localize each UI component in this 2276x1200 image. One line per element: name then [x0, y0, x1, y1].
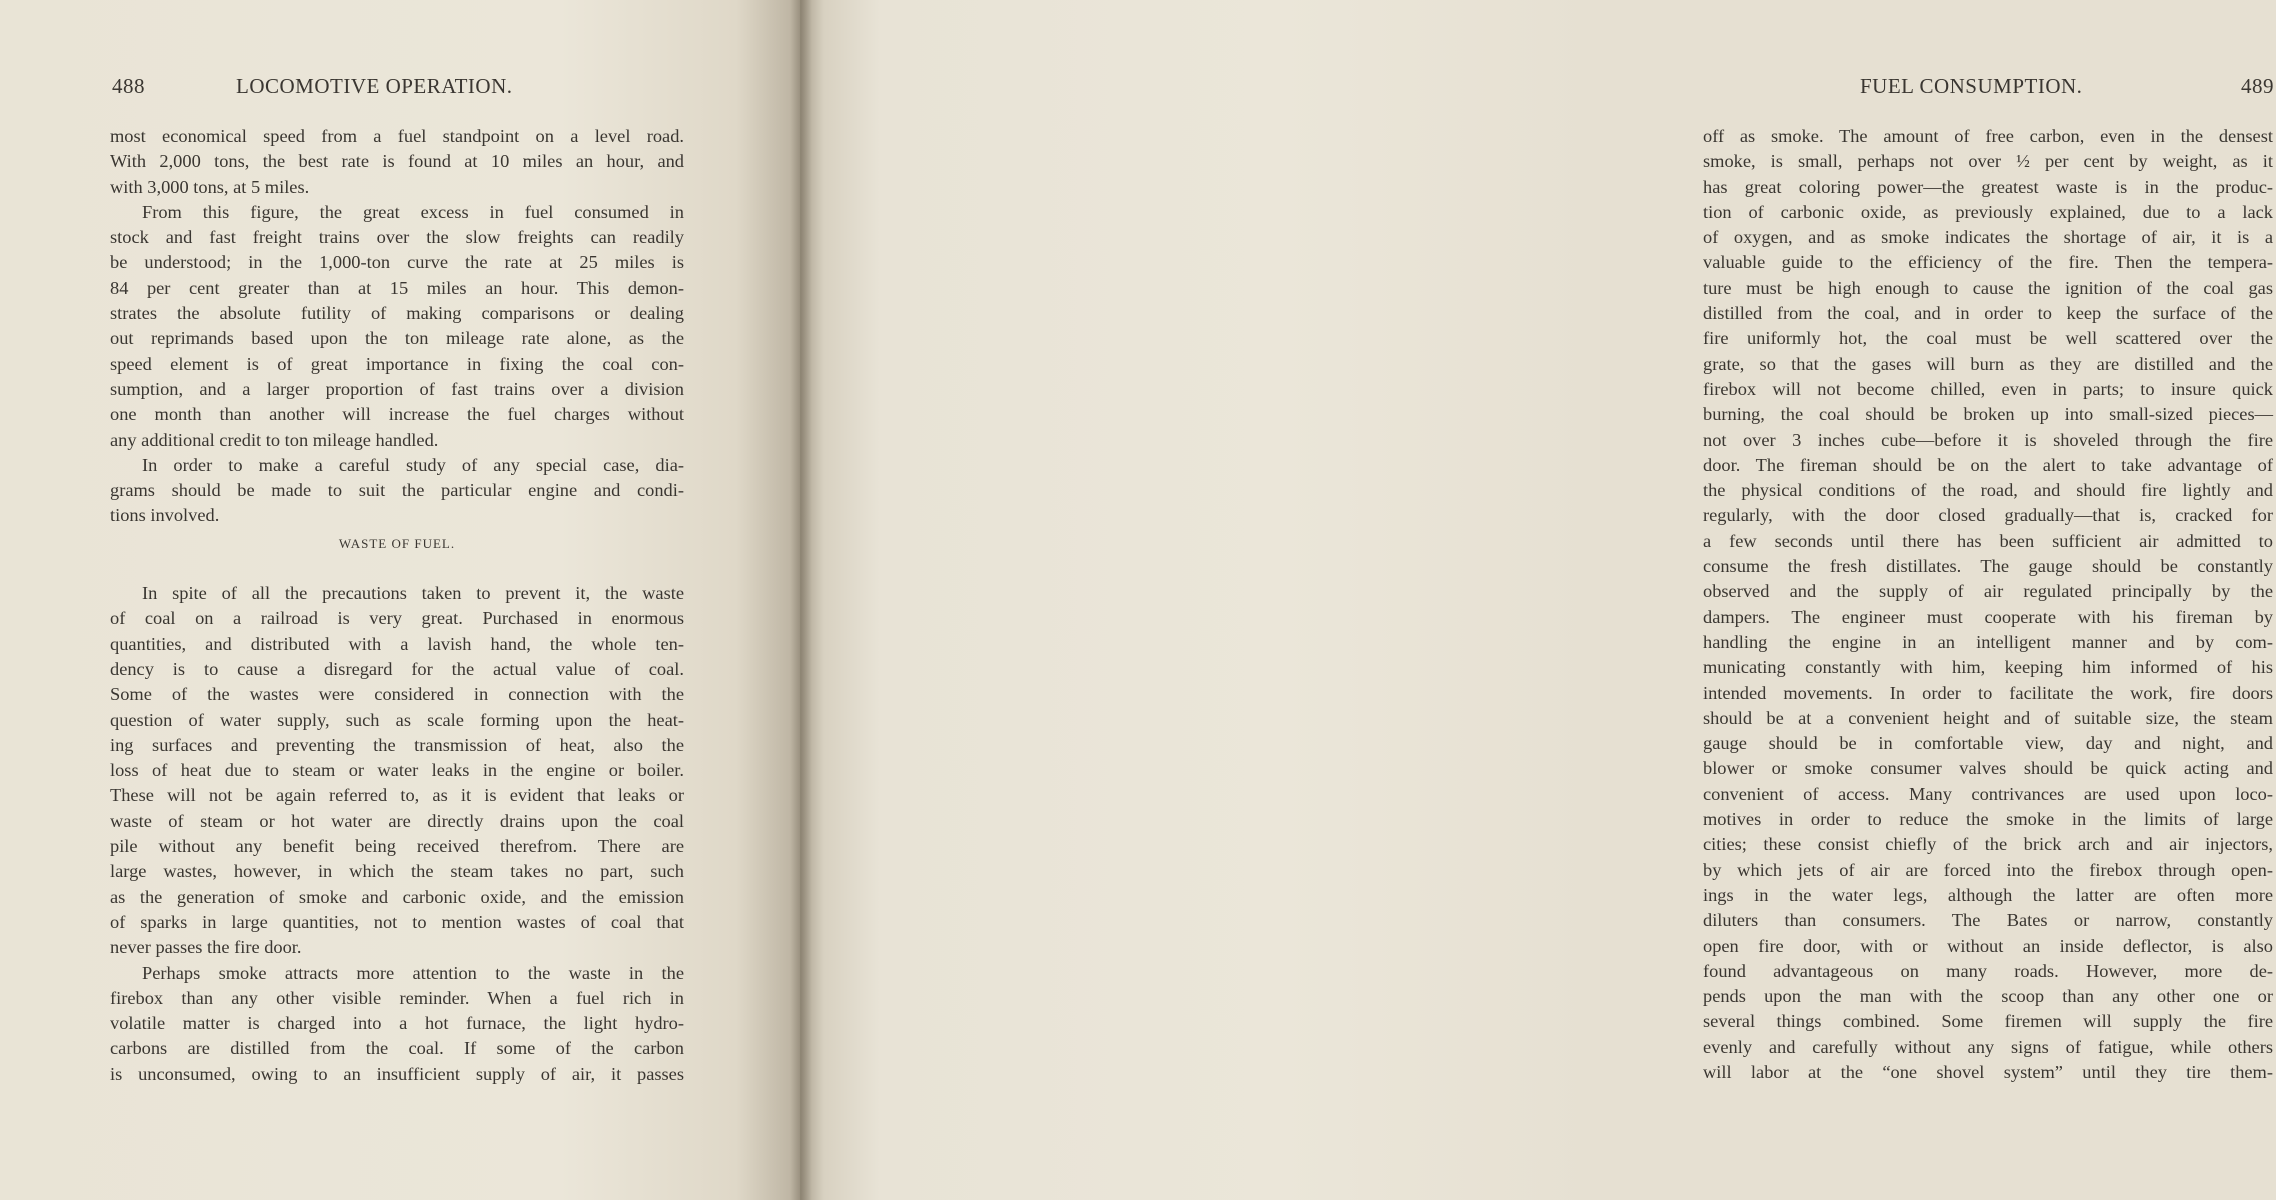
text-line: grate, so that the gases will burn as they are distilled and the: [1703, 353, 2273, 374]
text-line: These will not be again referred to, as it is evident that leaks or: [110, 785, 684, 806]
paragraph: [110, 453, 684, 529]
text-line: With 2,000 tons, the best rate is found at 10 miles an hour, and: [110, 151, 684, 172]
text-line: regularly, with the door closed gradually—that is, cracked for: [1703, 505, 2273, 526]
right-page-text: [1703, 124, 2273, 1085]
text-line: municating constantly with him, keeping him informed of his: [1703, 657, 2273, 678]
text-line: firebox will not become chilled, even in parts; to insure quick: [1703, 378, 2273, 399]
text-line: consume the fresh distillates. The gauge should be constantly: [1703, 556, 2273, 577]
book-gutter: [790, 0, 812, 1200]
text-line: a few seconds until there has been sufficient air admitted to: [1703, 530, 2273, 551]
text-line: convenient of access. Many contrivances are used upon loco-: [1703, 783, 2273, 804]
paragraph: [110, 961, 684, 1087]
text-line: large wastes, however, in which the steam takes no part, such: [110, 861, 684, 882]
text-line: never passes the fire door.: [110, 937, 302, 958]
page-number: 488: [112, 74, 145, 98]
text-line: is unconsumed, owing to an insufficient supply of air, it passes: [110, 1063, 684, 1084]
text-line: any additional credit to ton mileage handled.: [110, 429, 439, 450]
text-line: smoke, is small, perhaps not over ½ per cent by weight, as it: [1703, 151, 2273, 172]
text-line: will labor at the “one shovel system” until they tire them-: [1703, 1061, 2273, 1082]
text-line: waste of steam or hot water are directly drains upon the coal: [110, 810, 684, 831]
left-page: [0, 0, 800, 1200]
text-line: valuable guide to the efficiency of the fire. Then the tempera-: [1703, 252, 2273, 273]
text-line: not over 3 inches cube—before it is shoveled through the fire: [1703, 429, 2273, 450]
text-line: firebox than any other visible reminder. When a fuel rich in: [110, 987, 684, 1008]
paragraph: [110, 124, 684, 200]
text-line: pile without any benefit being received therefrom. There are: [110, 836, 684, 857]
text-line: pends upon the man with the scoop than any other one or: [1703, 986, 2273, 1007]
text-line: dency is to cause a disregard for the actual value of coal.: [110, 658, 684, 679]
text-line: Perhaps smoke attracts more attention to the waste in the: [142, 962, 684, 983]
text-line: ings in the water legs, although the latter are often more: [1703, 884, 2273, 905]
paragraph: [110, 200, 684, 453]
text-line: blower or smoke consumer valves should be quick acting and: [1703, 758, 2273, 779]
page-number: 489: [2241, 74, 2274, 98]
text-line: found advantageous on many roads. However, more de-: [1703, 960, 2273, 981]
text-line: In order to make a careful study of any special case, dia-: [142, 454, 684, 475]
text-line: should be at a convenient height and of suitable size, the steam: [1703, 707, 2273, 728]
text-line: as the generation of smoke and carbonic oxide, and the emission: [110, 886, 684, 907]
text-line: burning, the coal should be broken up into small-sized pieces—: [1703, 404, 2273, 425]
text-line: by which jets of air are forced into the firebox through open-: [1703, 859, 2273, 880]
text-line: tion of carbonic oxide, as previously explained, due to a lack: [1703, 201, 2273, 222]
text-line: carbons are distilled from the coal. If some of the carbon: [110, 1038, 684, 1059]
text-line: ing surfaces and preventing the transmission of heat, also the: [110, 734, 684, 755]
text-line: be understood; in the 1,000-ton curve the rate at 25 miles is: [110, 252, 684, 273]
text-line: the physical conditions of the road, and should fire lightly and: [1703, 480, 2273, 501]
text-line: dampers. The engineer must cooperate with his fireman by: [1703, 606, 2273, 627]
text-line: fire uniformly hot, the coal must be well scattered over the: [1703, 328, 2273, 349]
text-line: off as smoke. The amount of free carbon, even in the densest: [1703, 126, 2273, 146]
text-line: loss of heat due to steam or water leaks in the engine or boiler.: [110, 760, 684, 781]
section-heading: WASTE OF FUEL.: [338, 535, 456, 551]
text-line: quantities, and distributed with a lavish hand, the whole ten-: [110, 633, 684, 654]
right-page-header: [1684, 74, 2276, 104]
text-line: tions involved.: [110, 505, 220, 526]
text-line: In spite of all the precautions taken to prevent it, the waste: [142, 583, 684, 604]
text-line: open fire door, with or without an inside deflector, is also: [1703, 935, 2273, 956]
left-page-header: [110, 74, 684, 104]
text-line: cities; these consist chiefly of the brick arch and air injectors,: [1703, 834, 2273, 855]
text-line: of oxygen, and as smoke indicates the shortage of air, it is a: [1703, 227, 2273, 248]
text-line: strates the absolute futility of making comparisons or dealing: [110, 303, 684, 324]
right-page: [800, 0, 2274, 1200]
text-line: evenly and carefully without any signs of fatigue, while others: [1703, 1036, 2273, 1057]
text-line: diluters than consumers. The Bates or narrow, constantly: [1703, 910, 2273, 931]
text-line: of sparks in large quantities, not to mention wastes of coal that: [110, 911, 684, 932]
text-line: grams should be made to suit the particular engine and condi-: [110, 480, 684, 501]
text-line: question of water supply, such as scale forming upon the heat-: [110, 709, 684, 730]
text-line: most economical speed from a fuel standpoint on a level road.: [110, 126, 684, 146]
text-line: of coal on a railroad is very great. Purchased in enormous: [110, 608, 684, 629]
text-line: intended movements. In order to facilitate the work, fire doors: [1703, 682, 2273, 703]
text-line: has great coloring power—the greatest waste is in the produc-: [1703, 176, 2273, 197]
text-line: one month than another will increase the fuel charges without: [110, 404, 684, 425]
text-line: door. The fireman should be on the alert to take advantage of: [1703, 454, 2273, 475]
text-line: observed and the supply of air regulated principally by the: [1703, 581, 2273, 602]
text-line: motives in order to reduce the smoke in the limits of large: [1703, 809, 2273, 830]
running-title: LOCOMOTIVE OPERATION.: [236, 74, 513, 98]
running-title: FUEL CONSUMPTION.: [1860, 74, 2083, 98]
text-line: From this figure, the great excess in fuel consumed in: [142, 201, 684, 222]
text-line: ture must be high enough to cause the ignition of the coal gas: [1703, 277, 2273, 298]
text-line: out reprimands based upon the ton mileage rate alone, as the: [110, 328, 684, 349]
text-line: 84 per cent greater than at 15 miles an hour. This demon-: [110, 277, 684, 298]
text-line: sumption, and a larger proportion of fast trains over a division: [110, 378, 684, 399]
paragraph: [110, 581, 684, 960]
text-line: Some of the wastes were considered in connection with the: [110, 684, 684, 705]
text-line: with 3,000 tons, at 5 miles.: [110, 176, 310, 197]
text-line: gauge should be in comfortable view, day and night, and: [1703, 733, 2273, 754]
text-line: several things combined. Some firemen will supply the fire: [1703, 1011, 2273, 1032]
left-page-text: [110, 124, 684, 1087]
text-line: volatile matter is charged into a hot furnace, the light hydro-: [110, 1013, 684, 1034]
text-line: distilled from the coal, and in order to keep the surface of the: [1703, 303, 2273, 324]
text-line: stock and fast freight trains over the slow freights can readily: [110, 227, 684, 248]
text-line: handling the engine in an intelligent manner and by com-: [1703, 631, 2273, 652]
text-line: speed element is of great importance in fixing the coal con-: [110, 353, 684, 374]
